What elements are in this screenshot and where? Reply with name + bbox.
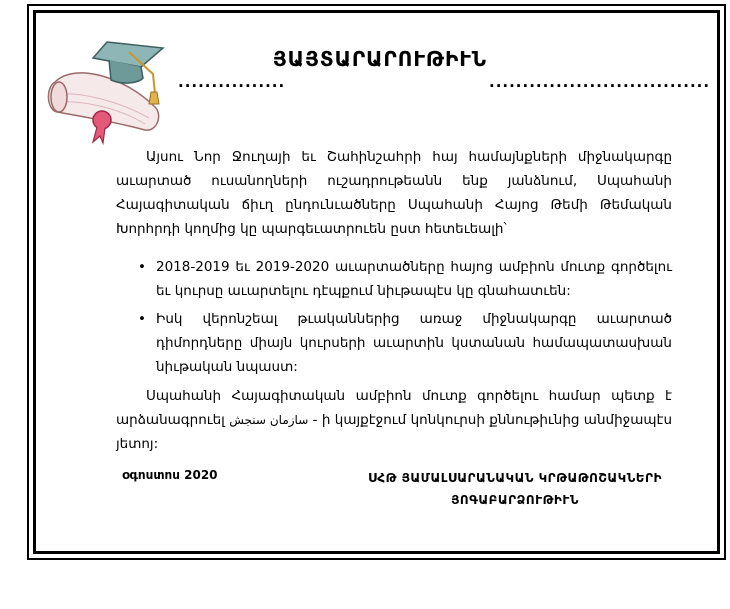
organization-name: سازمان سنجش	[229, 413, 309, 427]
registration-text-start: Սպահանի Հայագիտական ամբիոն մուտք գործելու համար պետք է արձանագրուել	[116, 388, 672, 428]
list-item: • 2018-2019 եւ 2019-2020 աւարտածները հայոց ամբիոն մուտք գործելու եւ կուրսը աւարտելու դէպքում նիւթապէս կը գնահատւեն:	[138, 255, 672, 303]
date-label: օգոստոս 2020	[122, 468, 218, 482]
conditions-list	[138, 255, 672, 383]
list-item: • Իսկ վերոնշեալ թւականներից առաջ միջնակարգը աւարտած դիմորդները միայն կուրսերի աւարտին կստանան համապատասխան նիւթական նպաստ:	[138, 307, 672, 379]
signature-line-1: ՍՀԹ ՅԱՄԱԼՍԱՐԱՆԱԿԱՆ ԿՐԹԱԹՈՇԱԿՆԵՐԻ	[367, 471, 662, 485]
registration-text-end: - ի կայքէջում կոնկուրսի քննութիւնից անմիջապէս յետոյ:	[116, 412, 672, 452]
page-title: ՅԱՅՏԱՐԱՐՈՒԹԻՒՆ	[272, 47, 488, 71]
intro-paragraph: Այսու Նոր Ջուղայի եւ Շահինշահրի հայ համայնքների միջնակարգը աւարտած ուսանողների ուշադրութեանն ենք յանձնում, Սպահանի Հայագիտական ճիւղ ընդունւածները Սպահանի Հայոց Թեմի Թեմական Խորհրդի կողմից կը պարգեւատրուեն ըստ հետեւեալի՝	[116, 149, 672, 237]
graduation-cap-diploma-icon	[45, 22, 175, 147]
registration-paragraph	[116, 384, 672, 456]
signature-line-2: ՅՈԳԱԲԱՐՁՈՒԹԻՒՆ	[451, 493, 579, 507]
decorative-dots-left: ................	[178, 73, 286, 91]
decorative-dots-right: .................................	[489, 73, 711, 91]
signature-block	[365, 467, 665, 511]
